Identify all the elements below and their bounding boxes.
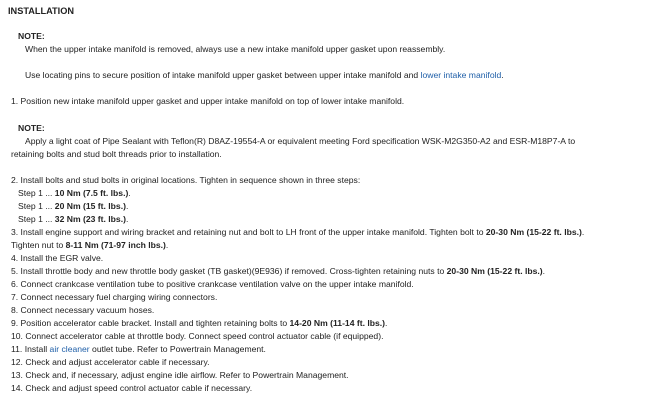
punctuation: . — [385, 318, 388, 328]
step-12: 12. Check and adjust accelerator cable if necessary. — [11, 357, 210, 367]
step-8: 8. Connect necessary vacuum hoses. — [11, 305, 155, 315]
torque-value: 20-30 Nm (15-22 ft. lbs.) — [485, 227, 582, 237]
note-2-line-2: retaining bolts and stud bolt threads prior to installation. — [11, 149, 222, 159]
step-3 — [11, 227, 584, 238]
torque-step-label: Step 1 ... — [18, 201, 55, 211]
torque-value: 20-30 Nm (15-22 ft. lbs.) — [446, 266, 543, 276]
step-1: 1. Position new intake manifold upper gasket and upper intake manifold on top of lower intake manifold. — [11, 96, 405, 106]
punctuation: . — [542, 266, 546, 276]
note-label: NOTE: — [18, 123, 45, 133]
note-1-text: When the upper intake manifold is removed, always use a new intake manifold upper gasket upon reassembly. — [25, 44, 446, 54]
step-3-continued — [11, 240, 168, 251]
step-3-nut-text: Tighten nut to — [11, 240, 66, 250]
note-2-line-1: Apply a light coat of Pipe Sealant with Teflon(R) D8AZ-19554-A or equivalent meeting Ford specification WSK-M2G350-A2 and ESR-M18P7-A to — [25, 136, 576, 146]
step-13: 13. Check and, if necessary, adjust engine idle airflow. Refer to Powertrain Management. — [11, 370, 349, 380]
step-2: 2. Install bolts and stud bolts in original locations. Tighten in sequence shown in three steps: — [11, 175, 361, 185]
step-14: 14. Check and adjust speed control actuator cable if necessary. — [11, 383, 253, 393]
torque-step-label: Step 1 ... — [18, 188, 55, 198]
step-10: 10. Connect accelerator cable at throttle body. Connect speed control actuator cable (if equipped). — [11, 331, 384, 341]
punctuation: . — [125, 201, 129, 211]
page-title: INSTALLATION — [8, 6, 75, 16]
torque-value: 10 Nm (7.5 ft. lbs.) — [54, 188, 129, 198]
step-4: 4. Install the EGR valve. — [11, 253, 104, 263]
step-9-text: 9. Position accelerator cable bracket. Install and tighten retaining bolts to — [11, 318, 290, 328]
note-1-locating-text: Use locating pins to secure position of intake manifold upper gasket between upper intake manifold and — [25, 70, 421, 80]
step-5-text: 5. Install throttle body and new throttle body gasket (TB gasket)(9E936) if removed. Cross-tighten retaining nuts to — [11, 266, 447, 276]
step-5 — [11, 266, 545, 277]
torque-step-label: Step 1 ... — [18, 214, 55, 224]
torque-value: 32 Nm (23 ft. lbs.) — [54, 214, 126, 224]
step-9 — [11, 318, 387, 329]
torque-step — [18, 214, 128, 225]
punctuation: . — [581, 227, 585, 237]
torque-value: 20 Nm (15 ft. lbs.) — [54, 201, 126, 211]
note-1-locating-pins — [25, 70, 504, 81]
punctuation: . — [501, 70, 504, 80]
step-11 — [11, 344, 266, 355]
step-3-text: 3. Install engine support and wiring bracket and retaining nut and bolt to LH front of the upper intake manifold. Tighten bolt to — [11, 227, 486, 237]
torque-value: 14-20 Nm (11-14 ft. lbs.) — [289, 318, 386, 328]
air-cleaner-link[interactable]: air cleaner — [49, 344, 90, 354]
step-6: 6. Connect crankcase ventilation tube to positive crankcase ventilation valve on the upper intake manifold. — [11, 279, 414, 289]
step-7: 7. Connect necessary fuel charging wiring connectors. — [11, 292, 218, 302]
punctuation: . — [165, 240, 169, 250]
torque-step — [18, 201, 128, 212]
punctuation: . — [128, 188, 131, 198]
step-11-text: 11. Install — [11, 344, 50, 354]
lower-intake-manifold-link[interactable]: lower intake manifold — [420, 70, 502, 80]
note-label: NOTE: — [18, 31, 45, 41]
step-11-end: outlet tube. Refer to Powertrain Management. — [89, 344, 266, 354]
torque-step — [18, 188, 131, 199]
punctuation: . — [125, 214, 129, 224]
torque-value: 8-11 Nm (71-97 inch lbs.) — [65, 240, 166, 250]
